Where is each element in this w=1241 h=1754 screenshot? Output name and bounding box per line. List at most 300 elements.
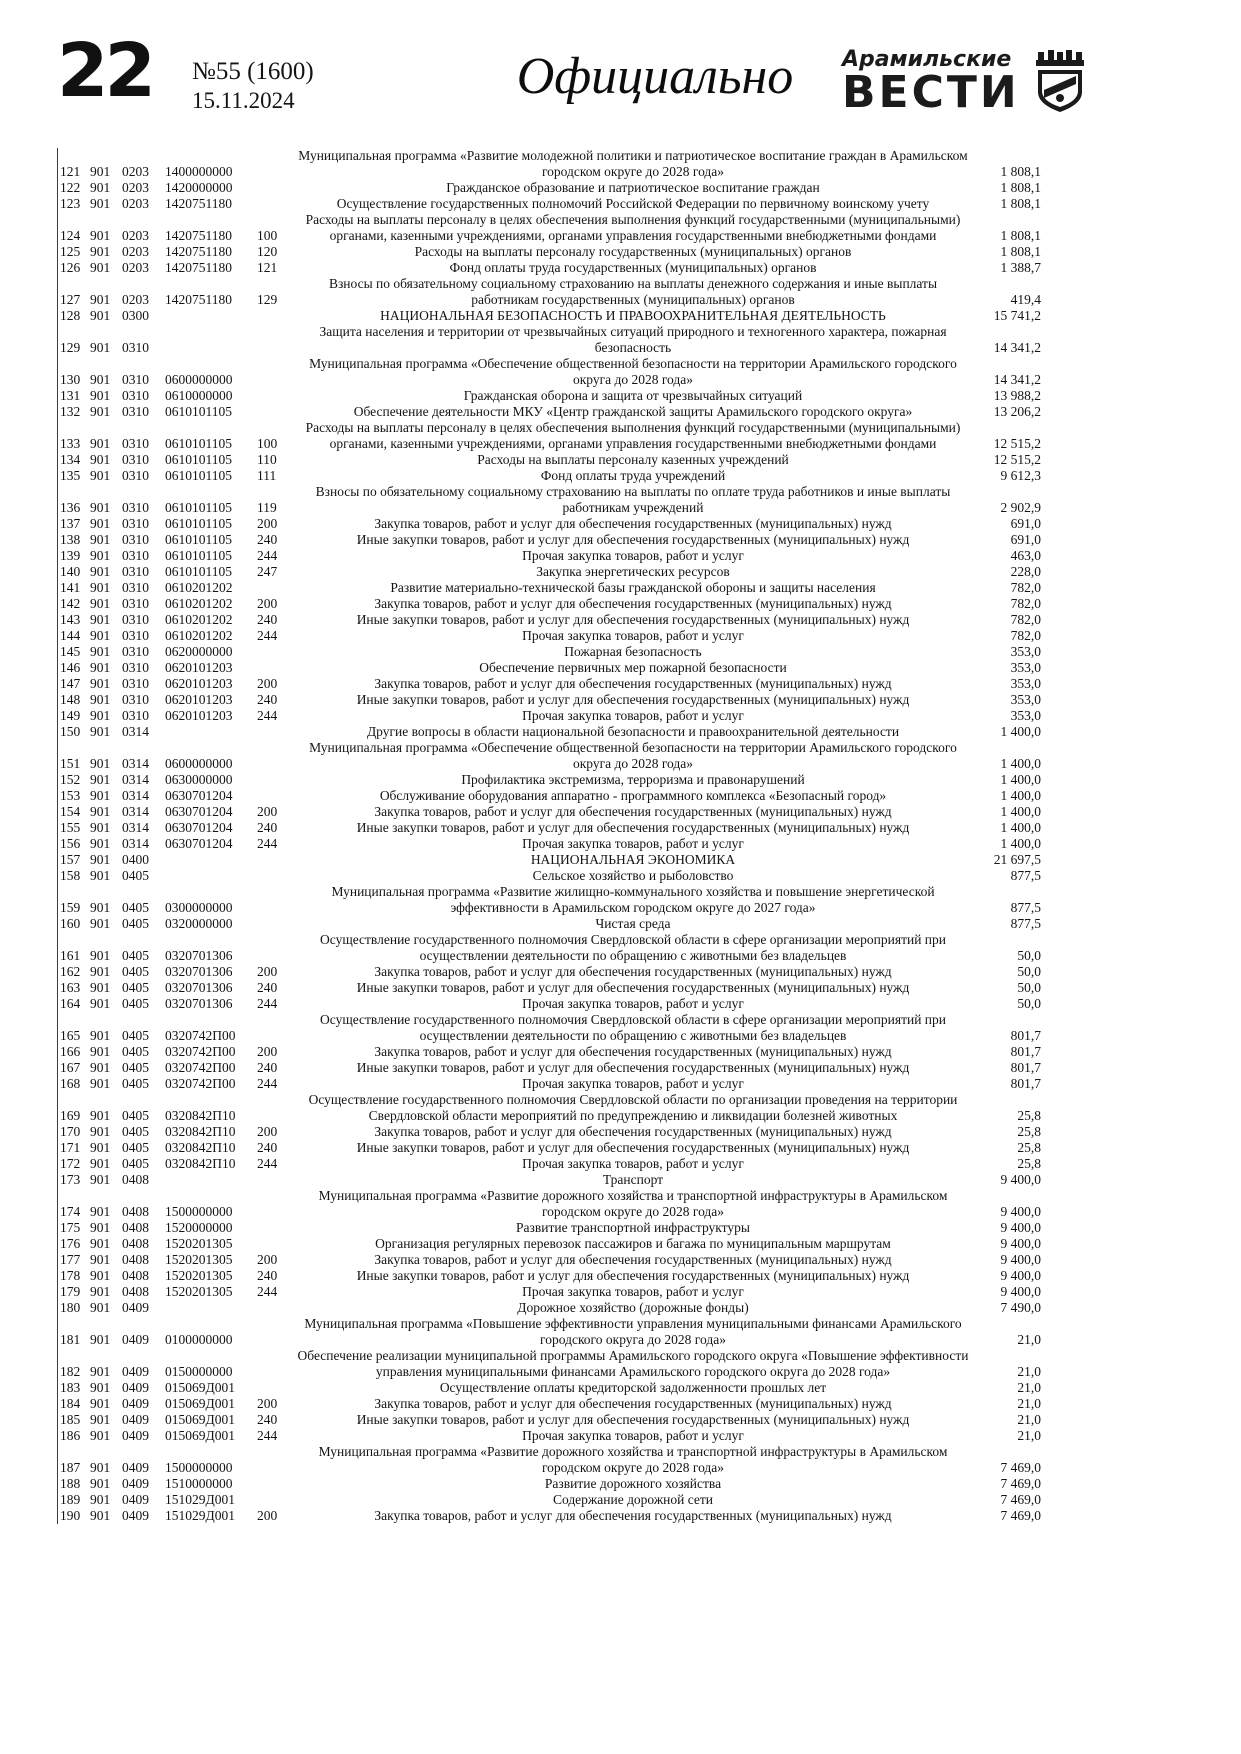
row-number: 174 xyxy=(60,1204,81,1219)
row-number: 149 xyxy=(60,708,81,723)
amount: 782,0 xyxy=(1010,580,1041,595)
grbs-code: 901 xyxy=(90,964,111,979)
issue-block xyxy=(192,56,314,116)
brand-name-top: Арамильские xyxy=(842,47,1012,72)
row-number: 165 xyxy=(60,1028,81,1043)
table-row xyxy=(58,916,1043,932)
row-number: 124 xyxy=(60,228,81,243)
row-number: 161 xyxy=(60,948,81,963)
grbs-code: 901 xyxy=(90,1124,111,1139)
row-number: 151 xyxy=(60,756,81,771)
expense-type-code xyxy=(255,404,295,420)
table-row xyxy=(58,1124,1043,1140)
amount: 353,0 xyxy=(1010,676,1041,691)
section-code: 0405 xyxy=(122,996,149,1011)
expense-type-code: 240 xyxy=(257,980,278,995)
expense-name: Иные закупки товаров, работ и услуг для обеспечения государственных (муниципальных) нужд xyxy=(356,692,910,707)
expense-name: Развитие транспортной инфраструктуры xyxy=(516,1220,750,1235)
expense-type-code xyxy=(255,772,295,788)
target-article-code: 1420751180 xyxy=(165,260,232,275)
grbs-code: 901 xyxy=(90,532,111,547)
row-number: 147 xyxy=(60,676,81,691)
table-row xyxy=(58,1492,1043,1508)
table-row xyxy=(58,1076,1043,1092)
row-number: 129 xyxy=(60,340,81,355)
row-number: 152 xyxy=(60,772,81,787)
target-article-code: 015069Д001 xyxy=(165,1412,235,1427)
target-article-code: 0610101105 xyxy=(165,564,232,579)
section-code: 0408 xyxy=(122,1252,149,1267)
table-row xyxy=(58,564,1043,580)
expense-type-code: 129 xyxy=(257,292,278,307)
table-row xyxy=(58,1396,1043,1412)
table-row xyxy=(58,1236,1043,1252)
target-article-code: 0620000000 xyxy=(165,644,233,659)
grbs-code: 901 xyxy=(90,516,111,531)
target-article-code: 0320842П10 xyxy=(165,1140,236,1155)
grbs-code: 901 xyxy=(90,1204,111,1219)
row-number: 181 xyxy=(60,1332,81,1347)
row-number: 187 xyxy=(60,1460,81,1475)
expense-name: Осуществление государственного полномочия Свердловской области в сфере организации мероприятий при осуществлении деятельности по обращению с животными без владельцев xyxy=(320,1012,946,1043)
expense-name: Иные закупки товаров, работ и услуг для обеспечения государственных (муниципальных) нужд xyxy=(356,1140,910,1155)
table-row xyxy=(58,612,1043,628)
grbs-code: 901 xyxy=(90,1460,111,1475)
expense-name: Закупка товаров, работ и услуг для обеспечения государственных (муниципальных) нужд xyxy=(374,676,892,691)
expense-name: Содержание дорожной сети xyxy=(552,1492,714,1507)
table-row xyxy=(58,1012,1043,1044)
issue-number: №55 (1600) xyxy=(192,58,314,85)
target-article-code: 0610101105 xyxy=(165,468,232,483)
expense-type-code: 200 xyxy=(257,1252,278,1267)
table-row xyxy=(58,596,1043,612)
section-code: 0409 xyxy=(122,1396,149,1411)
table-row xyxy=(58,804,1043,820)
row-number: 160 xyxy=(60,916,81,931)
amount: 782,0 xyxy=(1010,628,1041,643)
target-article-code xyxy=(163,852,255,868)
expense-name: Профилактика экстремизма, терроризма и правонарушений xyxy=(461,772,805,787)
row-number: 125 xyxy=(60,244,81,259)
table-row xyxy=(58,420,1043,452)
section-code: 0310 xyxy=(122,580,149,595)
expense-name: Иные закупки товаров, работ и услуг для обеспечения государственных (муниципальных) нужд xyxy=(356,1268,910,1283)
section-code: 0314 xyxy=(122,756,149,771)
section-code: 0203 xyxy=(122,292,149,307)
amount: 1 400,0 xyxy=(1000,836,1041,851)
expense-name: Фонд оплаты труда государственных (муниципальных) органов xyxy=(449,260,817,275)
grbs-code: 901 xyxy=(90,1156,111,1171)
grbs-code: 901 xyxy=(90,1284,111,1299)
target-article-code: 0610101105 xyxy=(165,436,232,451)
target-article-code: 0320000000 xyxy=(165,916,233,931)
grbs-code: 901 xyxy=(90,196,111,211)
section-code: 0203 xyxy=(122,196,149,211)
amount: 13 988,2 xyxy=(993,388,1041,403)
expense-type-code xyxy=(255,740,295,772)
grbs-code: 901 xyxy=(90,900,111,915)
row-number: 123 xyxy=(60,196,81,211)
expense-type-code xyxy=(255,1444,295,1476)
expense-type-code xyxy=(255,148,295,180)
amount: 228,0 xyxy=(1010,564,1041,579)
grbs-code: 901 xyxy=(90,1300,111,1315)
expense-type-code xyxy=(255,388,295,404)
target-article-code: 1520201305 xyxy=(165,1284,233,1299)
expense-type-code xyxy=(255,852,295,868)
expense-name: Расходы на выплаты персоналу казенных учреждений xyxy=(477,452,789,467)
amount: 801,7 xyxy=(1010,1028,1041,1043)
target-article-code: 1520201305 xyxy=(165,1252,233,1267)
amount: 877,5 xyxy=(1010,916,1041,931)
section-code: 0310 xyxy=(122,500,149,515)
expense-type-code xyxy=(255,884,295,916)
grbs-code: 901 xyxy=(90,980,111,995)
amount: 353,0 xyxy=(1010,708,1041,723)
table-row xyxy=(58,724,1043,740)
grbs-code: 901 xyxy=(90,756,111,771)
expense-name: Обслуживание оборудования аппаратно - программного комплекса «Безопасный город» xyxy=(379,788,887,803)
amount: 50,0 xyxy=(1017,980,1041,995)
row-number: 126 xyxy=(60,260,81,275)
expense-type-code: 244 xyxy=(257,1156,278,1171)
grbs-code: 901 xyxy=(90,820,111,835)
brand-text xyxy=(842,47,1020,119)
row-number: 150 xyxy=(60,724,81,739)
grbs-code: 901 xyxy=(90,1028,111,1043)
expense-type-code: 200 xyxy=(257,1044,278,1059)
target-article-code: 1510000000 xyxy=(165,1476,233,1491)
amount: 353,0 xyxy=(1010,692,1041,707)
expense-type-code xyxy=(255,1316,295,1348)
section-code: 0310 xyxy=(122,564,149,579)
amount: 9 400,0 xyxy=(1000,1220,1041,1235)
amount: 1 388,7 xyxy=(1000,260,1041,275)
target-article-code: 0610101105 xyxy=(165,500,232,515)
target-article-code: 0610201202 xyxy=(165,612,233,627)
expense-name: Развитие материально-технической базы гражданской обороны и защиты населения xyxy=(390,580,876,595)
grbs-code: 901 xyxy=(90,436,111,451)
expense-type-code: 120 xyxy=(257,244,278,259)
expense-type-code: 244 xyxy=(257,996,278,1011)
target-article-code: 151029Д001 xyxy=(165,1492,235,1507)
target-article-code: 0610201202 xyxy=(165,580,233,595)
section-code: 0409 xyxy=(122,1380,149,1395)
table-row xyxy=(58,836,1043,852)
target-article-code: 1400000000 xyxy=(165,164,233,179)
amount: 21 697,5 xyxy=(993,852,1041,867)
amount: 1 808,1 xyxy=(1000,180,1041,195)
expense-name: Закупка товаров, работ и услуг для обеспечения государственных (муниципальных) нужд xyxy=(374,1124,892,1139)
table-row xyxy=(58,388,1043,404)
expense-type-code: 121 xyxy=(257,260,278,275)
table-row xyxy=(58,1412,1043,1428)
expense-name: Закупка энергетических ресурсов xyxy=(536,564,730,579)
amount: 801,7 xyxy=(1010,1044,1041,1059)
table-row xyxy=(58,532,1043,548)
section-code: 0310 xyxy=(122,532,149,547)
section-code: 0310 xyxy=(122,692,149,707)
grbs-code: 901 xyxy=(90,804,111,819)
section-code: 0408 xyxy=(122,1204,149,1219)
expense-type-code: 111 xyxy=(257,468,277,483)
row-number: 169 xyxy=(60,1108,81,1123)
table-row xyxy=(58,212,1043,244)
row-number: 180 xyxy=(60,1300,81,1315)
amount: 21,0 xyxy=(1017,1380,1041,1395)
expense-name: Прочая закупка товаров, работ и услуг xyxy=(522,836,744,851)
target-article-code: 0320842П10 xyxy=(165,1156,236,1171)
target-article-code: 0630701204 xyxy=(165,804,233,819)
grbs-code: 901 xyxy=(90,676,111,691)
amount: 782,0 xyxy=(1010,596,1041,611)
table-row xyxy=(58,516,1043,532)
table-row xyxy=(58,1188,1043,1220)
amount: 15 741,2 xyxy=(993,308,1041,323)
expense-type-code: 200 xyxy=(257,516,278,531)
target-article-code: 0600000000 xyxy=(165,372,233,387)
expense-name: Прочая закупка товаров, работ и услуг xyxy=(522,708,744,723)
table-row xyxy=(58,1268,1043,1284)
expense-type-code xyxy=(255,180,295,196)
amount: 14 341,2 xyxy=(993,372,1041,387)
grbs-code: 901 xyxy=(90,340,111,355)
expense-name: Иные закупки товаров, работ и услуг для обеспечения государственных (муниципальных) нужд xyxy=(356,1060,910,1075)
section-code: 0310 xyxy=(122,660,149,675)
grbs-code: 901 xyxy=(90,580,111,595)
amount: 25,8 xyxy=(1017,1156,1041,1171)
row-number: 166 xyxy=(60,1044,81,1059)
expense-name: Прочая закупка товаров, работ и услуг xyxy=(522,628,744,643)
table-row xyxy=(58,1156,1043,1172)
section-code: 0203 xyxy=(122,244,149,259)
expense-name: Обеспечение первичных мер пожарной безопасности xyxy=(479,660,787,675)
section-code: 0408 xyxy=(122,1268,149,1283)
row-number: 121 xyxy=(60,164,81,179)
row-number: 135 xyxy=(60,468,81,483)
section-code: 0310 xyxy=(122,516,149,531)
expense-name: Развитие дорожного хозяйства xyxy=(544,1476,722,1491)
target-article-code: 0620101203 xyxy=(165,676,233,691)
brand-name-bottom: ВЕСТИ xyxy=(842,67,1020,119)
grbs-code: 901 xyxy=(90,1268,111,1283)
amount: 9 400,0 xyxy=(1000,1252,1041,1267)
expense-type-code xyxy=(255,308,295,324)
section-code: 0203 xyxy=(122,180,149,195)
target-article-code: 0610101105 xyxy=(165,452,232,467)
table-row xyxy=(58,932,1043,964)
expense-type-code xyxy=(255,1012,295,1044)
section-code: 0409 xyxy=(122,1332,149,1347)
amount: 1 400,0 xyxy=(1000,772,1041,787)
expense-name: Защита населения и территории от чрезвычайных ситуаций природного и техногенного характера, пожарная безопасность xyxy=(319,324,947,355)
section-code: 0314 xyxy=(122,788,149,803)
table-row xyxy=(58,788,1043,804)
section-code: 0310 xyxy=(122,388,149,403)
amount: 1 400,0 xyxy=(1000,788,1041,803)
amount: 1 808,1 xyxy=(1000,196,1041,211)
expense-name: Пожарная безопасность xyxy=(564,644,702,659)
expense-name: Взносы по обязательному социальному страхованию на выплаты по оплате труда работников и иные выплаты работникам учреждений xyxy=(315,484,951,515)
table-row xyxy=(58,740,1043,772)
amount: 877,5 xyxy=(1010,868,1041,883)
grbs-code: 901 xyxy=(90,1380,111,1395)
grbs-code: 901 xyxy=(90,1476,111,1491)
row-number: 143 xyxy=(60,612,81,627)
target-article-code: 1500000000 xyxy=(165,1204,233,1219)
row-number: 185 xyxy=(60,1412,81,1427)
grbs-code: 901 xyxy=(90,1332,111,1347)
target-article-code: 0100000000 xyxy=(165,1332,233,1347)
table-row xyxy=(58,1316,1043,1348)
grbs-code: 901 xyxy=(90,500,111,515)
expense-type-code xyxy=(255,196,295,212)
row-number: 133 xyxy=(60,436,81,451)
section-code: 0310 xyxy=(122,596,149,611)
table-row xyxy=(58,676,1043,692)
amount: 50,0 xyxy=(1017,996,1041,1011)
row-number: 183 xyxy=(60,1380,81,1395)
expense-name: Закупка товаров, работ и услуг для обеспечения государственных (муниципальных) нужд xyxy=(374,1508,892,1523)
expense-name: Муниципальная программа «Развитие жилищно-коммунального хозяйства и повышение энергетической эффективности в Арамильском городском округе до 2027 года» xyxy=(331,884,935,915)
section-code: 0405 xyxy=(122,868,149,883)
row-number: 186 xyxy=(60,1428,81,1443)
grbs-code: 901 xyxy=(90,1060,111,1075)
amount: 1 400,0 xyxy=(1000,804,1041,819)
expense-type-code: 200 xyxy=(257,596,278,611)
grbs-code: 901 xyxy=(90,1252,111,1267)
expense-type-code xyxy=(255,788,295,804)
grbs-code: 901 xyxy=(90,772,111,787)
grbs-code: 901 xyxy=(90,1236,111,1251)
section-code: 0310 xyxy=(122,548,149,563)
expense-type-code xyxy=(255,1220,295,1236)
grbs-code: 901 xyxy=(90,1044,111,1059)
section-code: 0405 xyxy=(122,900,149,915)
table-row xyxy=(58,1380,1043,1396)
row-number: 159 xyxy=(60,900,81,915)
expense-name: Муниципальная программа «Обеспечение общественной безопасности на территории Арамильского городского округа до 2028 года» xyxy=(309,356,957,387)
grbs-code: 901 xyxy=(90,244,111,259)
row-number: 137 xyxy=(60,516,81,531)
budget-table-section xyxy=(57,148,1044,1524)
table-row xyxy=(58,692,1043,708)
expense-type-code xyxy=(255,356,295,388)
expense-name: Гражданское образование и патриотическое воспитание граждан xyxy=(446,180,820,195)
expense-type-code: 100 xyxy=(257,436,278,451)
expense-name: Другие вопросы в области национальной безопасности и правоохранительной деятельности xyxy=(366,724,900,739)
section-code: 0310 xyxy=(122,404,149,419)
grbs-code: 901 xyxy=(90,180,111,195)
table-row xyxy=(58,1444,1043,1476)
row-number: 164 xyxy=(60,996,81,1011)
expense-name: Закупка товаров, работ и услуг для обеспечения государственных (муниципальных) нужд xyxy=(374,1396,892,1411)
amount: 9 612,3 xyxy=(1000,468,1041,483)
section-code: 0310 xyxy=(122,372,149,387)
target-article-code: 0620101203 xyxy=(165,660,233,675)
section-code: 0310 xyxy=(122,436,149,451)
target-article-code: 0320701306 xyxy=(165,996,233,1011)
expense-type-code xyxy=(255,324,295,356)
row-number: 167 xyxy=(60,1060,81,1075)
section-code: 0314 xyxy=(122,772,149,787)
table-row xyxy=(58,452,1043,468)
expense-type-code: 244 xyxy=(257,708,278,723)
expense-name: Осуществление оплаты кредиторской задолженности прошлых лет xyxy=(439,1380,827,1395)
section-code: 0203 xyxy=(122,260,149,275)
expense-name: Муниципальная программа «Развитие молодежной политики и патриотическое воспитание граждан в Арамильском городском округе до 2028 года» xyxy=(298,148,968,179)
target-article-code: 0630701204 xyxy=(165,820,233,835)
target-article-code: 1420751180 xyxy=(165,228,232,243)
amount: 12 515,2 xyxy=(993,436,1041,451)
table-row xyxy=(58,772,1043,788)
row-number: 140 xyxy=(60,564,81,579)
table-row xyxy=(58,660,1043,676)
amount: 7 469,0 xyxy=(1000,1492,1041,1507)
section-code: 0405 xyxy=(122,1140,149,1155)
target-article-code: 0320701306 xyxy=(165,948,233,963)
amount: 9 400,0 xyxy=(1000,1236,1041,1251)
table-row xyxy=(58,1060,1043,1076)
expense-type-code: 244 xyxy=(257,548,278,563)
expense-type-code xyxy=(255,1236,295,1252)
table-row xyxy=(58,644,1043,660)
amount: 9 400,0 xyxy=(1000,1268,1041,1283)
expense-name: Дорожное хозяйство (дорожные фонды) xyxy=(517,1300,749,1315)
amount: 25,8 xyxy=(1017,1140,1041,1155)
row-number: 172 xyxy=(60,1156,81,1171)
expense-type-code: 247 xyxy=(257,564,278,579)
row-number: 134 xyxy=(60,452,81,467)
target-article-code: 0620101203 xyxy=(165,708,233,723)
expense-type-code: 244 xyxy=(257,628,278,643)
expense-type-code xyxy=(255,1300,295,1316)
target-article-code: 1420751180 xyxy=(165,196,232,211)
amount: 1 400,0 xyxy=(1000,724,1041,739)
row-number: 141 xyxy=(60,580,81,595)
target-article-code xyxy=(163,1172,255,1188)
section-code: 0310 xyxy=(122,628,149,643)
expense-name: Закупка товаров, работ и услуг для обеспечения государственных (муниципальных) нужд xyxy=(374,1044,892,1059)
expense-type-code xyxy=(255,1380,295,1396)
row-number: 154 xyxy=(60,804,81,819)
row-number: 132 xyxy=(60,404,81,419)
grbs-code: 901 xyxy=(90,996,111,1011)
expense-name: Прочая закупка товаров, работ и услуг xyxy=(522,1284,744,1299)
section-code: 0409 xyxy=(122,1364,149,1379)
target-article-code xyxy=(163,724,255,740)
grbs-code: 901 xyxy=(90,660,111,675)
expense-type-code xyxy=(255,644,295,660)
table-row xyxy=(58,1508,1043,1524)
expense-type-code: 240 xyxy=(257,820,278,835)
expense-name: Закупка товаров, работ и услуг для обеспечения государственных (муниципальных) нужд xyxy=(374,804,892,819)
expense-type-code: 244 xyxy=(257,1428,278,1443)
expense-name: Закупка товаров, работ и услуг для обеспечения государственных (муниципальных) нужд xyxy=(374,1252,892,1267)
grbs-code: 901 xyxy=(90,1076,111,1091)
target-article-code: 015069Д001 xyxy=(165,1428,235,1443)
table-row xyxy=(58,196,1043,212)
table-row xyxy=(58,260,1043,276)
grbs-code: 901 xyxy=(90,724,111,739)
budget-table xyxy=(58,148,1043,1524)
section-code: 0203 xyxy=(122,228,149,243)
expense-name: Осуществление государственного полномочия Свердловской области в сфере организации мероприятий при осуществлении деятельности по обращению с животными без владельцев xyxy=(320,932,946,963)
budget-table-body xyxy=(58,148,1043,1524)
section-code: 0310 xyxy=(122,452,149,467)
expense-type-code xyxy=(255,1172,295,1188)
table-row xyxy=(58,356,1043,388)
